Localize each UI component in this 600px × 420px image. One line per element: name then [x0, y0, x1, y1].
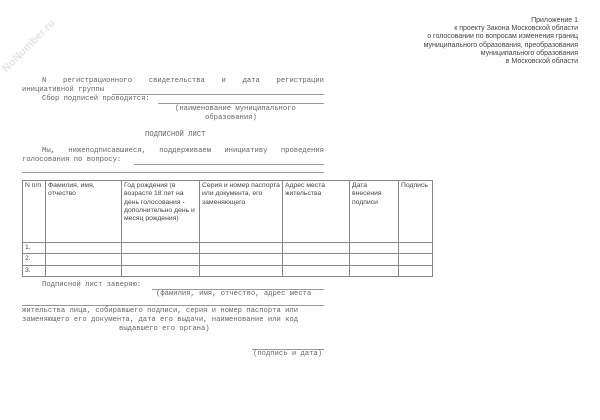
question-field[interactable] — [134, 164, 324, 165]
word: N — [42, 77, 47, 85]
appendix-header — [424, 17, 578, 66]
registration-label: инициативной группы — [22, 86, 104, 94]
row-number: 2. — [23, 254, 46, 265]
col-header: Фамилия, имя, отчество — [46, 181, 122, 243]
cell[interactable] — [200, 243, 283, 254]
collect-label: Сбор подписей проводится: — [42, 95, 150, 103]
cell[interactable] — [283, 243, 350, 254]
certify-label: Подписной лист заверяю: — [42, 281, 142, 289]
cell[interactable] — [46, 265, 122, 276]
cell[interactable] — [350, 265, 399, 276]
municipality-field[interactable] — [158, 103, 324, 104]
cell[interactable] — [399, 265, 433, 276]
word: дата — [242, 77, 260, 85]
cell[interactable] — [46, 254, 122, 265]
cell[interactable] — [122, 254, 200, 265]
document-title: ПОДПИСНОЙ ЛИСТ — [145, 131, 206, 139]
word: регистрации — [276, 77, 324, 85]
header-line: о голосовании по вопросам изменения границ — [427, 33, 578, 41]
header-line: муниципального образования — [480, 49, 578, 57]
row-number: 1. — [23, 243, 46, 254]
col-header: Адрес места жительства — [283, 181, 350, 243]
col-header: Год рождения (в возрасте 18 лет на день голосования - дополнительно день и месяц рождения) — [122, 181, 200, 243]
cell[interactable] — [350, 243, 399, 254]
cell[interactable] — [200, 254, 283, 265]
header-line: муниципального образования, преобразования — [423, 41, 578, 49]
word: нижеподписавшиеся, — [68, 147, 146, 155]
question-label: голосования по вопросу: — [22, 156, 122, 164]
word: проведения — [280, 147, 324, 155]
certify-note: выдавшего его органа) — [119, 325, 210, 333]
col-header: Подпись — [399, 181, 433, 243]
word: и — [221, 77, 226, 85]
table-row — [23, 254, 433, 265]
col-header: Серия и номер паспорта или документа, его заменяющего — [200, 181, 283, 243]
col-header: Дата внесения подписи — [350, 181, 399, 243]
header-line: Приложение 1 — [531, 17, 578, 24]
certify-note: заменяющего его документа, дата его выдачи, наименование или код — [22, 316, 299, 324]
word: поддерживаем — [159, 147, 212, 155]
row-number: 3. — [23, 265, 46, 276]
word: свидетельства — [148, 77, 205, 85]
cell[interactable] — [350, 254, 399, 265]
cell[interactable] — [122, 265, 200, 276]
certify-note: (фамилия, имя, отчество, адрес места — [156, 290, 312, 298]
municipality-note: образования) — [205, 114, 257, 122]
cell[interactable] — [46, 243, 122, 254]
registration-line — [42, 77, 324, 85]
cell[interactable] — [122, 243, 200, 254]
header-line: в Московской области — [505, 58, 578, 66]
signature-note: (подпись и дата) — [253, 350, 323, 358]
word: инициативу — [224, 147, 268, 155]
signature-table — [22, 180, 433, 277]
cell[interactable] — [399, 254, 433, 265]
cell[interactable] — [283, 265, 350, 276]
watermark: NoNumber.ru — [0, 17, 58, 75]
cell[interactable] — [283, 254, 350, 265]
col-header: N п/п — [23, 181, 46, 243]
cell[interactable] — [200, 265, 283, 276]
word: регистрационного — [63, 77, 133, 85]
table-row — [23, 243, 433, 254]
header-line: к проекту Закона Московской области — [454, 25, 578, 33]
word: Мы, — [42, 147, 55, 155]
certifier-field-2[interactable] — [22, 305, 324, 306]
certify-note: жительства лица, собиравшего подписи, серия и номер паспорта или — [22, 307, 299, 315]
cell[interactable] — [399, 243, 433, 254]
table-row — [23, 265, 433, 276]
municipality-note: (наименование муниципального — [175, 105, 296, 113]
support-line — [42, 147, 324, 155]
question-field-2[interactable] — [22, 172, 324, 173]
